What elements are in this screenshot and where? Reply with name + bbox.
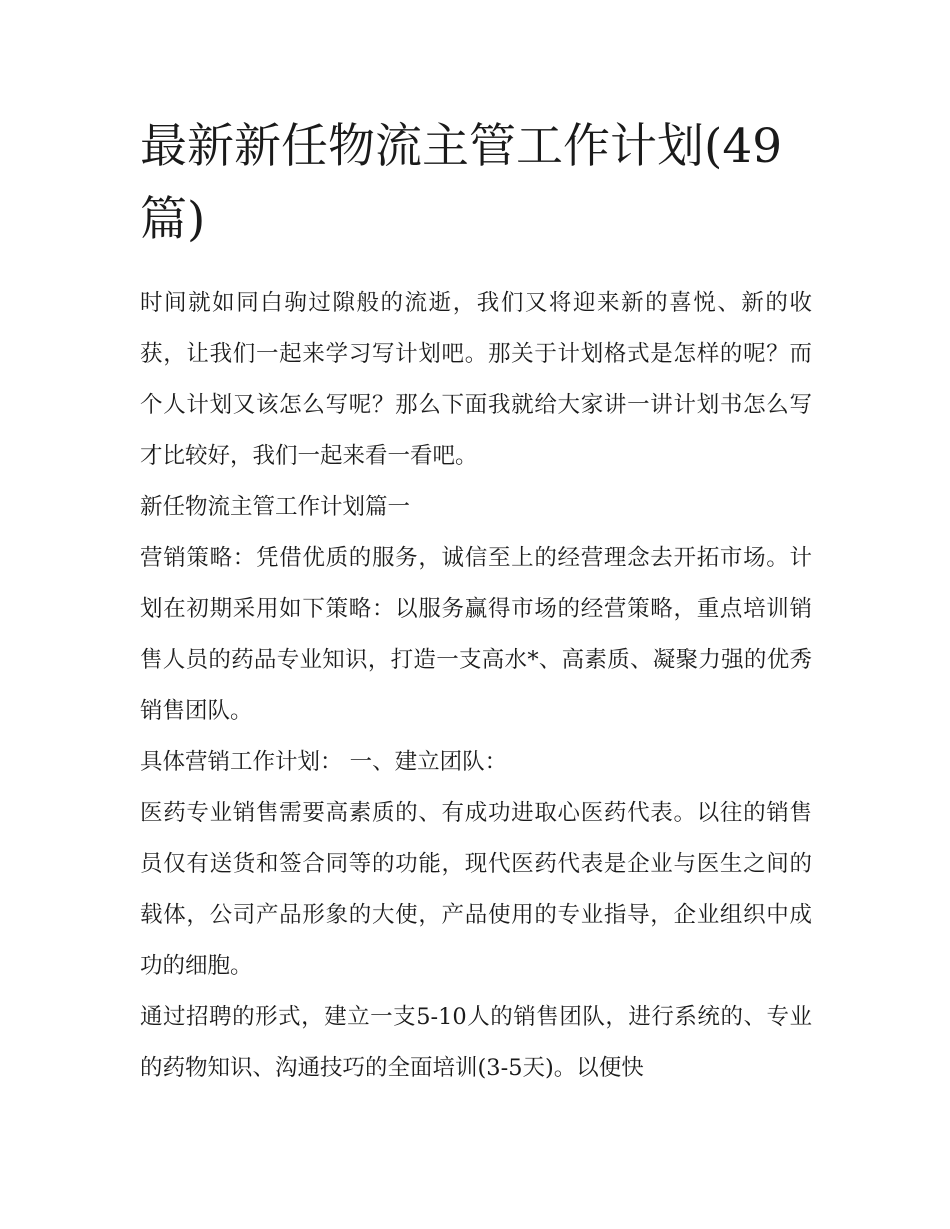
paragraph-intro: 时间就如同白驹过隙般的流逝，我们又将迎来新的喜悦、新的收获，让我们一起来学习写计划吧。那关于计划格式是怎样的呢？而个人计划又该怎么写呢？那么下面我就给大家讲一讲计划书怎么写才比较好，我们一起来看一看吧。: [140, 290, 812, 469]
paragraph-sales-rep: 医药专业销售需要高素质的、有成功进取心医药代表。以往的销售员仅有送货和签合同等的功能，现代医药代表是企业与医生之间的载体，公司产品形象的大使，产品使用的专业指导，企业组织中成功的细胞。: [140, 800, 812, 979]
paragraph-section-heading: 新任物流主管工作计划篇一: [140, 494, 411, 520]
paragraph-marketing-strategy: 营销策略：凭借优质的服务，诚信至上的经营理念去开拓市场。计划在初期采用如下策略：以服务赢得市场的经营策略，重点培训销售人员的药品专业知识，打造一支高水*、高素质、凝聚力强的优秀销售团队。: [140, 545, 812, 724]
document-title: 最新新任物流主管工作计划(49篇): [140, 119, 783, 247]
paragraph-recruitment: 通过招聘的形式，建立一支5-10人的销售团队，进行系统的、专业的药物知识、沟通技巧的全面培训(3-5天)。以便快: [140, 1004, 812, 1081]
paragraph-plan-heading: 具体营销工作计划： 一、建立团队：: [140, 749, 508, 775]
document-page: [140, 110, 812, 1094]
